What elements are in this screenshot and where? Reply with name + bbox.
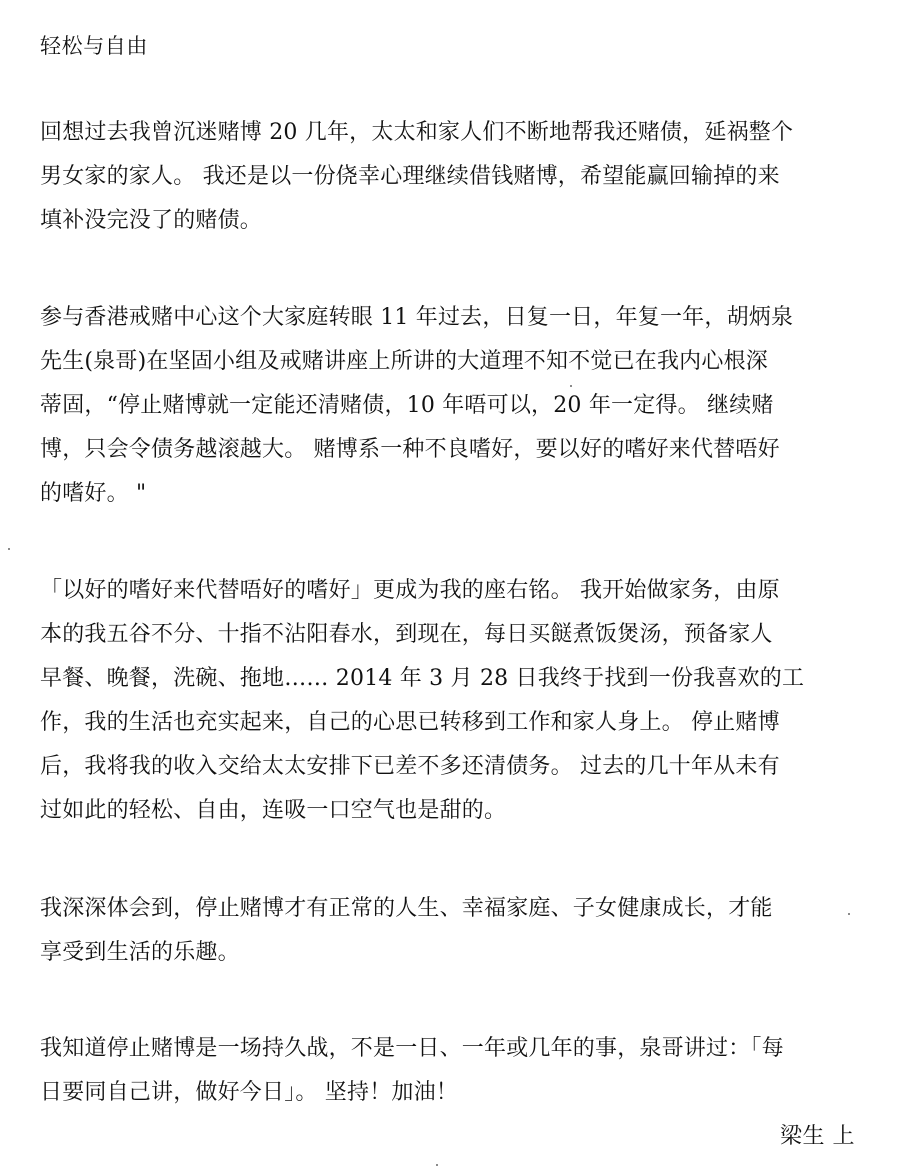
text-line: 本的我五谷不分、十指不沾阳春水，到现在，每日买餸煮饭煲汤，预备家人 <box>40 622 773 647</box>
text-line: 蒂固，“停止赌博就一定能还清赌债，10 年唔可以，20 年一定得。 继续赌 <box>40 393 774 418</box>
text-line: 作，我的生活也充实起来，自己的心思已转移到工作和家人身上。 停止赌博 <box>40 710 780 735</box>
text-line: 男女家的家人。 我还是以一份侥幸心理继续借钱赌博，希望能赢回输掉的来 <box>40 164 780 189</box>
text-line: 我深深体会到，停止赌博才有正常的人生、幸福家庭、子女健康成长，才能 <box>40 896 773 921</box>
text-line: 日要同自己讲，做好今日」。 坚持！加油！ <box>40 1080 458 1105</box>
scan-speck <box>8 548 10 550</box>
text-line: 我知道停止赌博是一场持久战，不是一日、一年或几年的事，泉哥讲过：「每 <box>40 1036 784 1061</box>
text-line: 博，只会令债务越滚越大。 赌博系一种不良嗜好，要以好的嗜好来代替唔好 <box>40 437 780 462</box>
text-line: 「以好的嗜好来代替唔好的嗜好」更成为我的座右铭。 我开始做家务，由原 <box>40 578 780 603</box>
scan-speck <box>848 913 850 915</box>
text-line: 后，我将我的收入交给太太安排下已差不多还清债务。 过去的几十年从未有 <box>40 754 780 779</box>
text-line: 先生(泉哥)在坚固小组及戒赌讲座上所讲的大道理不知不觉已在我内心根深 <box>40 349 768 374</box>
text-line: 的嗜好。 " <box>40 481 147 506</box>
text-line: 填补没完没了的赌债。 <box>40 208 263 233</box>
signature: 梁生 上 <box>780 1124 855 1149</box>
text-line: 回想过去我曾沉迷赌博 20 几年，太太和家人们不断地帮我还赌债，延祸整个 <box>40 120 794 145</box>
text-line: 享受到生活的乐趣。 <box>40 940 240 965</box>
scan-speck <box>570 385 572 387</box>
text-line: 过如此的轻松、自由，连吸一口空气也是甜的。 <box>40 798 507 823</box>
document-title: 轻松与自由 <box>40 34 148 58</box>
text-line: 参与香港戒赌中心这个大家庭转眼 11 年过去，日复一日，年复一年，胡炳泉 <box>40 305 794 330</box>
text-line: 早餐、晚餐，洗碗、拖地…… 2014 年 3 月 28 日我终于找到一份我喜欢的工 <box>40 666 805 691</box>
scan-speck <box>436 1164 438 1166</box>
